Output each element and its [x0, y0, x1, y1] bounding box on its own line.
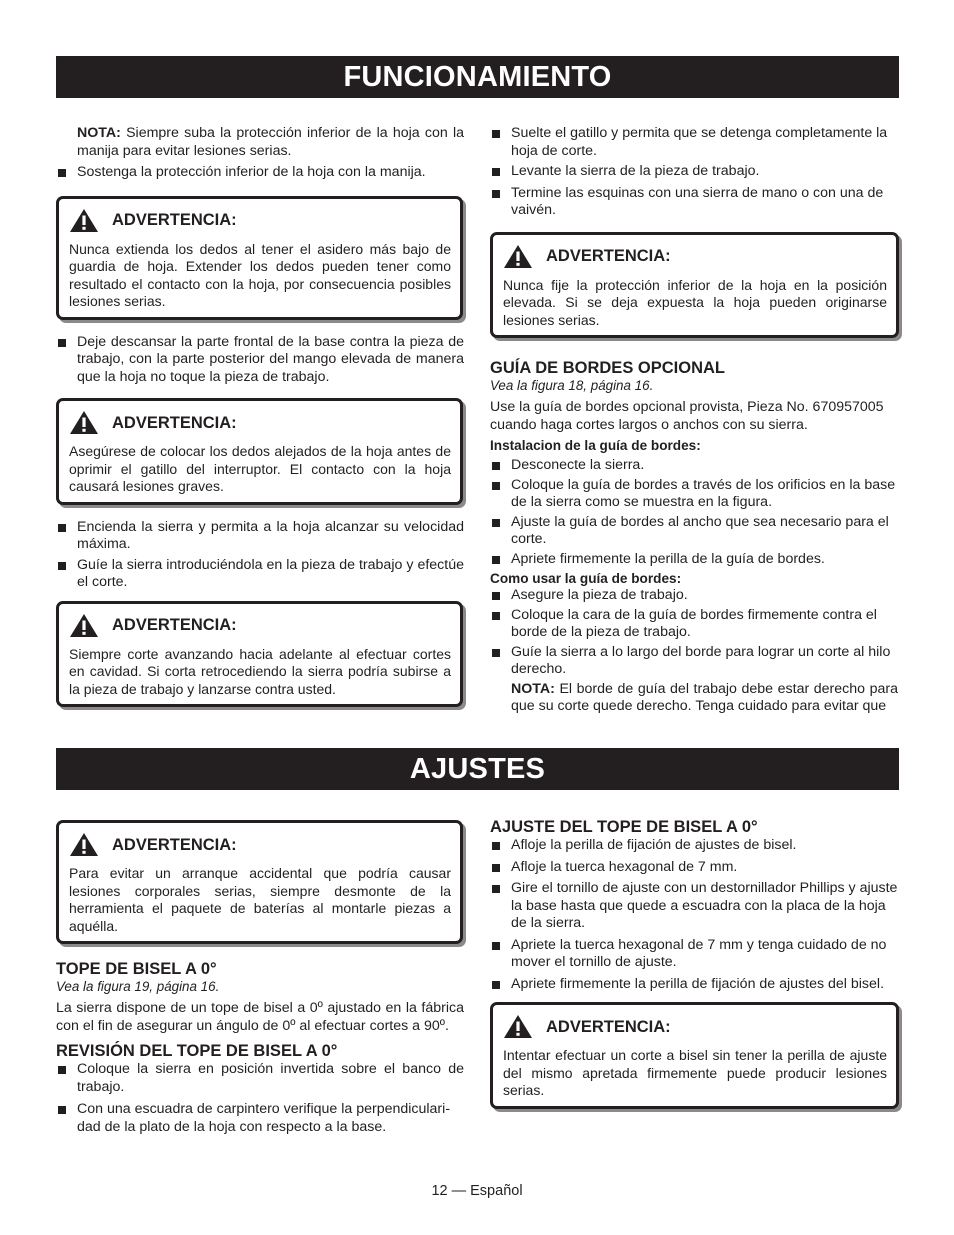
bullet-item: Apriete firmemente la perilla de la guía de bordes. — [490, 551, 898, 569]
warning-triangle-icon — [69, 208, 99, 233]
bullet-item: Coloque la guía de bordes a través de los orificios en la base de la sierra como se muestra en la figura. — [490, 477, 898, 512]
warning-box — [56, 820, 463, 944]
bullet-item: Desconecte la sierra. — [490, 457, 898, 475]
warning-text: Nunca extienda los dedos al tener el asidero más bajo de guardia de hoja. Extender los dedos pueden tener como resultado el contacto con la hoja, por consecuencia posibles lesiones serias. — [69, 240, 451, 309]
bullet-item: Guíe la sierra a lo largo del borde para lograr un corte al hilo derecho. — [490, 644, 898, 679]
section-banner-funcionamiento: FUNCIONAMIENTO — [56, 56, 899, 98]
bullet-item: Afloje la tuerca hexagonal de 7 mm. — [490, 859, 898, 877]
warning-triangle-icon — [503, 1014, 533, 1039]
paragraph: La sierra dispone de un tope de bisel a 0º ajustado en la fábrica con el fin de asegurar un ángulo de 0º al efectuar cortes a 90º. — [56, 1000, 464, 1034]
warning-triangle-icon — [503, 244, 533, 269]
bullet-item: Guíe la sierra introduciéndola en la pieza de trabajo y efectúe el corte. — [56, 557, 464, 592]
bullet-item: Sostenga la protección inferior de la hoja con la manija. — [56, 164, 464, 182]
ajustes-left-column — [56, 820, 464, 1136]
subheading: Como usar la guía de bordes: — [490, 571, 682, 586]
bullet-item: Apriete firmemente la perilla de fijación de ajustes del bisel. — [490, 976, 898, 994]
bullet-item: Asegure la pieza de trabajo. — [490, 587, 898, 605]
warning-title: ADVERTENCIA: — [546, 247, 671, 265]
warning-text: Siempre corte avanzando hacia adelante al efectuar cortes en cavidad. Si corta retrocediendo la sierra podría subirse a la pieza de trabajo y lanzarse contra usted. — [69, 645, 451, 697]
nota-label: NOTA: — [77, 125, 121, 141]
warning-box — [490, 1002, 899, 1109]
warning-text: Intentar efectuar un corte a bisel sin tener la perilla de ajuste del mismo apretada firmemente puede producir lesiones serias. — [503, 1047, 887, 1098]
warning-title: ADVERTENCIA: — [112, 835, 237, 854]
section-heading: GUÍA DE BORDES OPCIONAL — [490, 359, 725, 377]
figure-reference: Vea la figura 18, página 16. — [490, 378, 654, 393]
warning-title: ADVERTENCIA: — [546, 1017, 671, 1036]
warning-text: Asegúrese de colocar los dedos alejados de la hoja antes de oprimir el gatillo del interruptor. El contacto con la hoja causará lesiones graves. — [69, 443, 451, 494]
bullet-item: Levante la sierra de la pieza de trabajo. — [490, 163, 898, 181]
ajustes-right-column — [490, 817, 898, 1109]
page-footer: 12 — Español — [431, 1183, 523, 1199]
section-heading: AJUSTE DEL TOPE DE BISEL A 0° — [490, 818, 758, 836]
section-banner-ajustes: AJUSTES — [56, 748, 899, 790]
funcionamiento-left-column — [56, 125, 464, 707]
warning-box — [56, 196, 463, 320]
warning-text: Para evitar un arranque accidental que podría causar lesiones corporales serias, siempre desmonte de la herramienta el paquete de baterías al montarle piezas a aquélla. — [69, 865, 451, 934]
nota-text: Siempre suba la protección inferior de la hoja con la manija para evitar lesiones serias. — [77, 125, 464, 159]
nota-paragraph — [56, 125, 464, 160]
warning-box — [56, 601, 463, 708]
bullet-item: Deje descansar la parte frontal de la base contra la pieza de trabajo, con la parte posterior del mango elevada de manera que la hoja no toque la pieza de trabajo. — [56, 334, 464, 387]
warning-title: ADVERTENCIA: — [112, 616, 237, 634]
warning-box — [490, 232, 899, 339]
bullet-item: Encienda la sierra y permita a la hoja alcanzar su velocidad máxima. — [56, 519, 464, 554]
bullet-item: Termine las esquinas con una sierra de mano o con una de vaivén. — [490, 185, 898, 220]
warning-triangle-icon — [69, 832, 99, 857]
bullet-item: Suelte el gatillo y permita que se detenga completamente la hoja de corte. — [490, 125, 898, 160]
section-heading: TOPE DE BISEL A 0° — [56, 960, 217, 978]
bullet-item: Gire el tornillo de ajuste con un destornillador Phillips y ajuste la base hasta que quede a escuadra con la placa de la hoja de la sierra. — [490, 880, 898, 933]
funcionamiento-right-column — [490, 125, 898, 716]
warning-title: ADVERTENCIA: — [112, 413, 237, 432]
paragraph: Use la guía de bordes opcional provista, Pieza No. 670957005 cuando haga cortes largos o anchos con su sierra. — [490, 399, 884, 433]
subheading: Instalacion de la guía de bordes: — [490, 438, 701, 453]
warning-triangle-icon — [69, 410, 99, 435]
bullet-item: Ajuste la guía de bordes al ancho que sea necesario para el corte. — [490, 514, 898, 549]
warning-triangle-icon — [69, 613, 99, 638]
figure-reference: Vea la figura 19, página 16. — [56, 979, 220, 994]
bullet-item: Coloque la cara de la guía de bordes firmemente contra el borde de la pieza de trabajo. — [490, 607, 898, 642]
warning-text: Nunca fije la protección inferior de la hoja en la posición elevada. Si se deja expuesta la hoja pueden originarse lesiones serias. — [503, 276, 887, 328]
bullet-item: Afloje la perilla de fijación de ajustes de bisel. — [490, 837, 898, 855]
warning-box — [56, 398, 463, 505]
section-heading: REVISIÓN DEL TOPE DE BISEL A 0° — [56, 1042, 338, 1060]
bullet-item: Con una escuadra de carpintero verifique la perpendiculari-dad de la plato de la hoja con respecto a la base. — [56, 1101, 464, 1136]
bullet-item: Coloque la sierra en posición invertida sobre el banco de trabajo. — [56, 1061, 464, 1096]
nota-text: El borde de guía del trabajo debe estar derecho para que su corte quede derecho. Tenga cuidado para evitar que — [511, 680, 898, 714]
bullet-item: Apriete la tuerca hexagonal de 7 mm y tenga cuidado de no mover el tornillo de ajuste. — [490, 937, 898, 972]
nota-label: NOTA: — [511, 680, 555, 697]
warning-title: ADVERTENCIA: — [112, 211, 237, 229]
nota-paragraph — [490, 681, 898, 716]
